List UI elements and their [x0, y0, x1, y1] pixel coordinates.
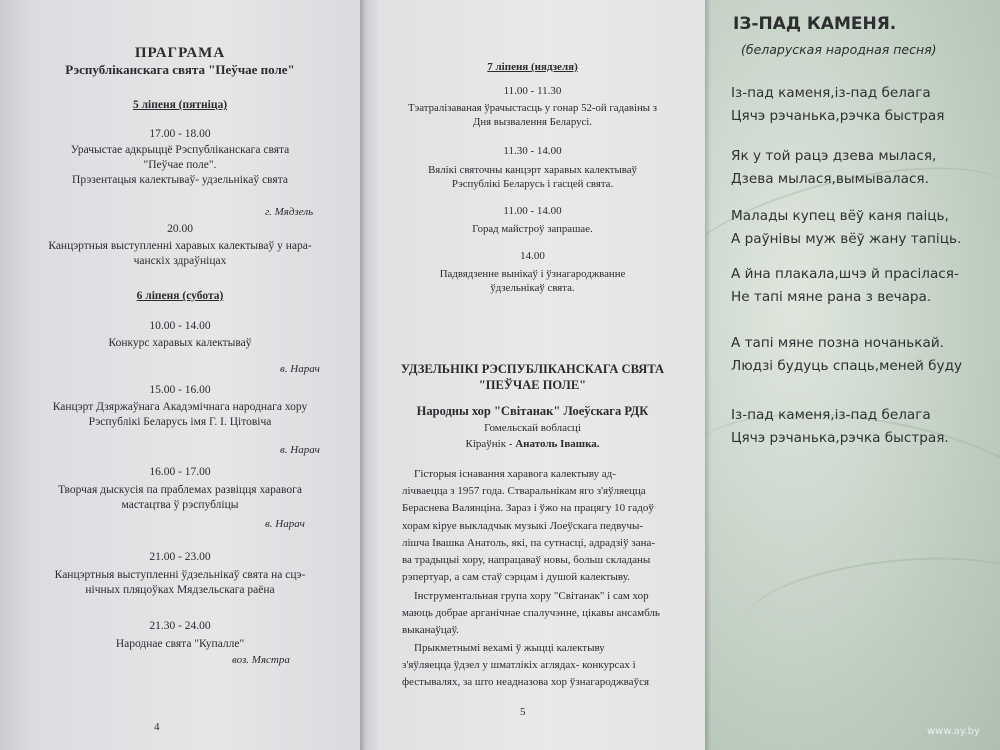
event-place: воз. Мястра: [232, 654, 290, 666]
program-page-left: [0, 0, 360, 750]
paragraph-line: выканаўцаў.: [402, 624, 459, 637]
song-subtitle: (беларуская народная песня): [741, 42, 937, 57]
paragraph-line: Гісторыя існавання харавога калектыву ад-: [414, 468, 616, 480]
lyric-line: Не тапі мяне рана з вечара.: [731, 289, 932, 305]
paragraph-line: лішча Івашка Анатоль, які, па сутнасці, адрадзіў зана-: [402, 536, 656, 549]
day-heading-july-6: 6 ліпеня (субота): [136, 290, 224, 302]
lyric-line: Цячэ рэчанька,рэчка быстрая.: [731, 430, 949, 446]
paragraph-line: хорам кіруе выкладчык музыкі Лоеўскага педвучы-: [402, 519, 644, 532]
event-line: Тэатралізаваная ўрачыстасць у гонар 52-ой гадавіны з: [408, 102, 657, 114]
paragraph-line: фестывалях, за што неадназова хор ўзнагароджваўся: [402, 676, 650, 689]
event-line: Канцэрт Дзяржаўнага Акадэмічнага народнага хору: [52, 401, 308, 413]
event-description: [360, 101, 705, 129]
event-line: "Пеўчае поле".: [143, 159, 217, 171]
event-place: г. Мядзель: [265, 206, 314, 218]
day-heading-july-5: 5 ліпеня (пятніца): [132, 99, 228, 111]
event-line: ўдзельнікаў свята.: [490, 282, 575, 294]
event-time: 15.00 - 16.00: [149, 384, 211, 396]
paragraph-line: Бераснева Валянціна. Зараз і ўжо на працягу 10 гадоў: [402, 502, 654, 515]
event-time: 11.00 - 14.00: [503, 205, 562, 217]
participants-heading: [360, 361, 705, 393]
paragraph-line: ва традыцыі хору, напрацаваў новы, больш складаны: [402, 554, 651, 567]
event-line: Канцэртныя выступленні ўдзельнікаў свята на сцэ-: [54, 569, 306, 581]
lyric-line: Людзі будуць спаць,меней буду: [731, 358, 963, 374]
page-number: 4: [154, 721, 160, 733]
event-line: Творчая дыскусія па праблемах развіцця харавога: [58, 484, 302, 496]
event-line: Прэзентацыя калектываў- удзельнікаў свята: [72, 174, 288, 186]
song-stanza: [731, 205, 961, 251]
event-line: Канцэртныя выступленні харавых калектываў у нара-: [48, 240, 312, 252]
event-line: Дня вызвалення Беларусі.: [473, 116, 592, 128]
song-stanza: [731, 404, 949, 450]
event-time: 20.00: [167, 223, 193, 235]
paragraph-line: з'яўляецца ўдзел у шматлікіх аглядах- конкурсах і: [402, 659, 636, 672]
lyric-line: Дзева мылася,вымывалася.: [731, 171, 929, 187]
watermark: www.ay.by: [927, 726, 980, 737]
event-time: 10.00 - 14.00: [149, 320, 211, 332]
lyric-line: А йна плакала,шчэ й прасілася-: [731, 266, 959, 282]
event-line: мастацтва ў рэспубліцы: [121, 499, 239, 511]
participants-heading-line: УДЗЕЛЬНІКІ РЭСПУБЛІКАНСКАГА СВЯТА: [400, 362, 665, 376]
event-time: 16.00 - 17.00: [149, 466, 211, 478]
lyric-line: Цячэ рэчанька,рэчка быстрая: [731, 108, 945, 124]
event-description: [0, 568, 360, 598]
marble-vein: [741, 545, 1000, 668]
event-description: [0, 143, 360, 188]
event-line: Горад майстроў запрашае.: [472, 223, 593, 235]
song-stanza: [731, 332, 962, 378]
page-number: 5: [520, 706, 526, 718]
lyric-line: Малады купец вёў каня паіць,: [731, 208, 949, 224]
event-time: 21.00 - 23.00: [149, 551, 211, 563]
lyric-line: А тапі мяне позна ночанькай.: [731, 335, 944, 351]
paragraph-line: Прыкметнымі вехамі ў жыцці калектыву: [414, 642, 605, 654]
choir-title: Народны хор "Світанак" Лоеўскага РДК: [416, 404, 649, 418]
paragraph-line: рэпертуар, а сам стаў сэрцам і душой калектыву.: [402, 571, 630, 584]
choir-region: Гомельскай вобласці: [484, 422, 581, 434]
event-line: нічных пляцоўках Мядзельскага раёна: [85, 584, 275, 596]
paragraph-line: маюць добрае арганічнае спалучэнне, цікавы ансамбль: [402, 607, 660, 620]
event-place: в. Нарач: [265, 518, 305, 530]
lyric-line: Із-пад каменя,із-пад белага: [731, 85, 931, 101]
event-description: [360, 163, 705, 191]
participants-heading-line: "ПЕЎЧАЕ ПОЛЕ": [478, 378, 587, 392]
event-description: [360, 267, 705, 295]
program-title: ПРАГРАМА: [134, 45, 226, 61]
event-place: в. Нарач: [280, 363, 320, 375]
day-heading-july-7: 7 ліпеня (нядзеля): [487, 61, 578, 73]
event-time: 11.00 - 11.30: [503, 85, 562, 97]
event-description: [360, 222, 705, 237]
event-time: 11.30 - 14.00: [503, 145, 562, 157]
event-line: Рэспублікі Беларусь і гасцей свята.: [451, 178, 614, 190]
event-line: Конкурс харавых калектываў: [108, 337, 252, 349]
event-line: Рэспублікі Беларусь імя Г. І. Цітовіча: [88, 416, 272, 428]
song-stanza: [731, 263, 959, 309]
lyric-line: Як у той рацэ дзева мылася,: [731, 148, 937, 164]
lyric-line: А раўнівы муж вёў жану тапіць.: [731, 231, 962, 247]
event-place: в. Нарач: [280, 444, 320, 456]
song-stanza: [731, 145, 936, 191]
event-time: 17.00 - 18.00: [149, 128, 211, 140]
event-description: [0, 336, 360, 351]
event-line: Падвядзенне вынікаў і ўзнагароджванне: [439, 268, 626, 280]
choir-awards-paragraph: [402, 640, 680, 692]
program-subtitle: Рэспубліканскага свята "Пеўчае поле": [65, 62, 295, 77]
event-line: Народнае свята "Купалле": [115, 638, 245, 650]
page-fold-shadow: [705, 0, 711, 750]
song-lyrics-card: [705, 0, 1000, 750]
paragraph-line: лічваецца з 1957 года. Стваральнікам яго з'яўляецца: [402, 485, 646, 498]
event-description: [0, 400, 360, 430]
director-label: Кіраўнік -: [465, 438, 513, 450]
event-description: [0, 637, 360, 652]
event-time: 21.30 - 24.00: [149, 620, 211, 632]
lyric-line: Із-пад каменя,із-пад белага: [731, 407, 931, 423]
event-description: [0, 483, 360, 513]
song-title: ІЗ-ПАД КАМЕНЯ.: [733, 14, 897, 34]
event-line: Вялікі святочны канцэрт харавых калектываў: [428, 164, 637, 176]
paragraph-line: Інструментальная група хору "Світанак" і сам хор: [414, 590, 649, 602]
choir-director: [360, 438, 705, 450]
director-name: Анатоль Івашка.: [515, 438, 600, 450]
choir-ensemble-paragraph: [402, 588, 680, 640]
song-stanza: [731, 82, 944, 128]
event-line: Урачыстае адкрыццё Рэспубліканскага свята: [70, 144, 290, 156]
program-page-middle: [360, 0, 705, 750]
choir-history-paragraph: [402, 466, 680, 586]
event-line: чанскіх здраўніцах: [133, 255, 227, 267]
event-time: 14.00: [520, 250, 545, 262]
event-description: [0, 239, 360, 269]
